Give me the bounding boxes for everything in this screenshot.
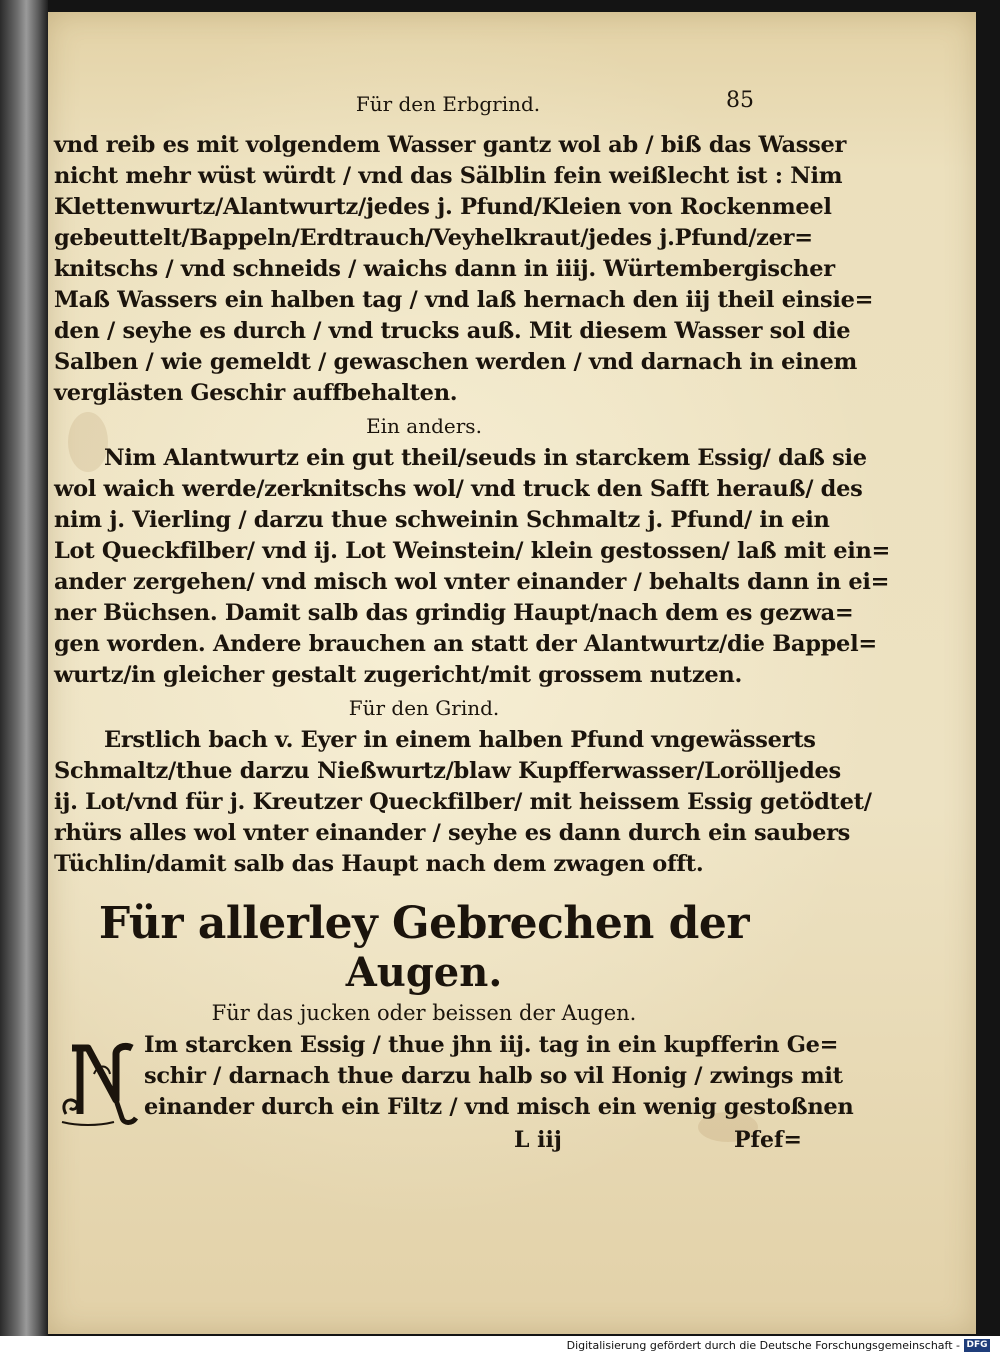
text-line: nicht mehr wüst würdt / vnd das Sälblin fein weißlecht ist : Nim	[54, 163, 843, 189]
chapter-heading: Für allerley Gebrechen der	[98, 898, 750, 949]
text-line: wol waich werde/zerknitschs wol/ vnd truck den Safft herauß/ des	[54, 476, 863, 502]
text-line: gen worden. Andere brauchen an statt der Alantwurtz/die Bappel=	[54, 631, 877, 657]
chapter-heading-continued: Augen.	[345, 949, 503, 996]
text-block	[54, 130, 891, 1157]
paragraph-1	[54, 130, 874, 409]
section-subheading: Ein anders.	[366, 414, 482, 438]
text-line: knitschs / vnd schneids / waichs dann in iiij. Würtembergischer	[54, 256, 835, 282]
book-spine	[0, 0, 48, 1336]
decorated-initial	[58, 1034, 140, 1128]
text-line: Erstlich bach v. Eyer in einem halben Pfund vngewässerts	[104, 727, 816, 753]
text-line: Tüchlin/damit salb das Haupt nach dem zwagen offt.	[54, 851, 704, 877]
text-line: Im starcken Essig / thue jhn iij. tag in ein kupfferin Ge=	[144, 1032, 839, 1058]
text-line: einander durch ein Filtz / vnd misch ein wenig gestoßnen	[144, 1094, 854, 1120]
paragraph-3	[54, 725, 872, 880]
text-line: verglästen Geschir auffbehalten.	[54, 380, 458, 406]
catchword: Pfef=	[734, 1127, 802, 1153]
text-line: Klettenwurtz/Alantwurtz/jedes j. Pfund/Kleien von Rockenmeel	[54, 194, 832, 220]
funding-notice: Digitalisierung gefördert durch die Deutsche Forschungsgemeinschaft -	[566, 1339, 960, 1352]
signature-mark: L iij	[514, 1127, 562, 1153]
text-line: ner Büchsen. Damit salb das grindig Haupt/nach dem es gezwa=	[54, 600, 854, 626]
text-line: den / seyhe es durch / vnd trucks auß. Mit diesem Wasser sol die	[54, 318, 851, 344]
running-head: Für den Erbgrind.	[355, 92, 541, 116]
section-subheading: Für den Grind.	[348, 696, 500, 720]
text-line: nim j. Vierling / darzu thue schweinin Schmaltz j. Pfund/ in ein	[54, 507, 830, 533]
text-line: wurtz/in gleicher gestalt zugericht/mit grossem nutzen.	[54, 662, 742, 688]
text-line: Schmaltz/thue darzu Nießwurtz/blaw Kupfferwasser/Lorölljedes	[54, 758, 841, 784]
text-line: ij. Lot/vnd für j. Kreutzer Queckfilber/ mit heissem Essig getödtet/	[54, 789, 872, 815]
section-subheading: Für das jucken oder beissen der Augen.	[211, 1001, 637, 1025]
text-line: schir / darnach thue darzu halb so vil Honig / zwings mit	[144, 1063, 843, 1089]
text-line: Salben / wie gemeldt / gewaschen werden / vnd darnach in einem	[54, 349, 857, 375]
text-line: rhürs alles wol vnter einander / seyhe es dann durch ein saubers	[54, 820, 851, 846]
dfg-logo-icon: DFG	[964, 1339, 990, 1352]
text-line: Nim Alantwurtz ein gut theil/seuds in starckem Essig/ daß sie	[104, 445, 867, 471]
text-line: gebeuttelt/Bappeln/Erdtrauch/Veyhelkraut/jedes j.Pfund/zer=	[54, 225, 813, 251]
book-page	[48, 12, 976, 1334]
text-line: ander zergehen/ vnd misch wol vnter einander / behalts dann in ei=	[54, 569, 890, 595]
page-footer-line	[54, 1123, 802, 1157]
paragraph-2	[54, 443, 891, 691]
svg-text:N: N	[88, 1094, 89, 1095]
decorated-initial-icon	[58, 1034, 140, 1128]
text-line: vnd reib es mit volgendem Wasser gantz wol ab / biß das Wasser	[54, 132, 847, 158]
paragraph-4	[54, 1030, 854, 1123]
text-line: Lot Queckfilber/ vnd ij. Lot Weinstein/ klein gestossen/ laß mit ein=	[54, 538, 891, 564]
text-line: Maß Wassers ein halben tag / vnd laß hernach den iij theil einsie=	[54, 287, 874, 313]
page-number: 85	[726, 88, 754, 113]
